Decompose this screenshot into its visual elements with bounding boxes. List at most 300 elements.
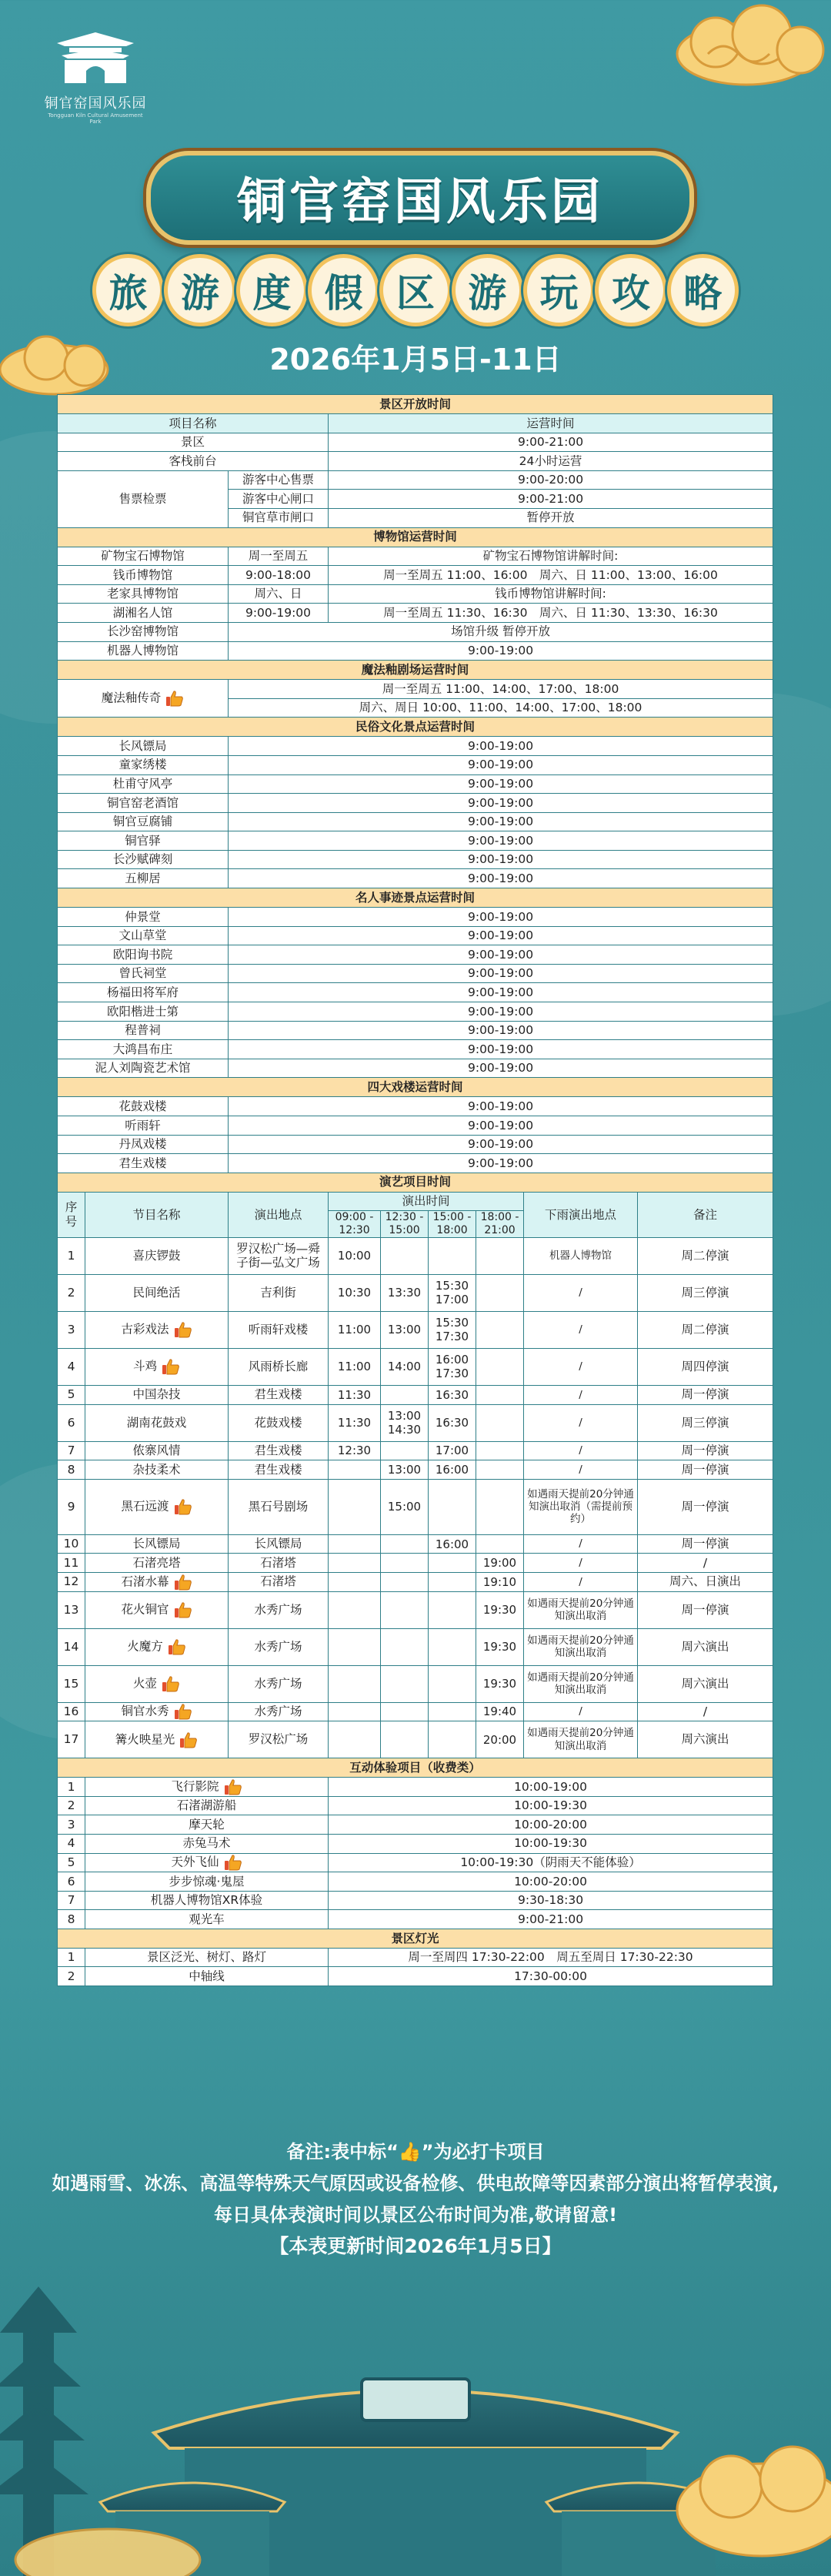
perf-number-text: 15 bbox=[63, 1676, 79, 1691]
perf-rain-place-text: / bbox=[579, 1388, 582, 1401]
table-row bbox=[58, 680, 773, 699]
perf-time bbox=[329, 1721, 381, 1758]
exp-hours-text: 9:00-21:00 bbox=[517, 1912, 584, 1926]
perf-time bbox=[329, 1348, 381, 1385]
perf-note bbox=[638, 1591, 773, 1628]
table-row bbox=[58, 718, 773, 737]
site-name bbox=[58, 1059, 229, 1078]
site-hours bbox=[229, 774, 773, 794]
perf-note-text: 周一停演 bbox=[681, 1462, 729, 1477]
perf-place-text: 水秀广场 bbox=[254, 1676, 302, 1691]
site-hours-text: 9:00-19:00 bbox=[467, 966, 534, 981]
item-name bbox=[229, 470, 329, 490]
perf-name bbox=[85, 1274, 229, 1311]
table-row bbox=[58, 1929, 773, 1948]
light-hours bbox=[329, 1948, 773, 1967]
perf-time bbox=[381, 1721, 429, 1758]
exp-hours bbox=[329, 1872, 773, 1892]
perf-number-text: 6 bbox=[67, 1415, 75, 1430]
table-row bbox=[58, 737, 773, 756]
perf-name-text: 侬寨风情 bbox=[132, 1444, 181, 1458]
thumbs-up-icon bbox=[224, 1854, 242, 1871]
perf-time bbox=[381, 1702, 429, 1721]
perf-note bbox=[638, 1441, 773, 1460]
time-slot-header-text: 15:00 - 18:00 bbox=[432, 1211, 472, 1237]
perf-rain-place bbox=[524, 1237, 638, 1274]
thumbs-up-icon bbox=[174, 1703, 192, 1720]
site-name-text: 铜官驿 bbox=[125, 833, 161, 848]
perf-name-text: 黑石远渡 bbox=[121, 1499, 169, 1514]
site-name-text: 童家绣楼 bbox=[118, 758, 167, 772]
perf-note bbox=[638, 1385, 773, 1404]
perf-number-text: 8 bbox=[67, 1462, 75, 1477]
museum-hours bbox=[229, 622, 773, 641]
column-header-text: 序号 bbox=[65, 1200, 78, 1229]
museum-lecture-text: 周一至周五 11:00、16:00 周六、日 11:00、13:00、16:00 bbox=[383, 567, 718, 582]
site-hours-text: 9:00-19:00 bbox=[467, 985, 534, 999]
perf-place-text: 石渚塔 bbox=[260, 1555, 296, 1570]
exp-hours bbox=[329, 1853, 773, 1872]
exp-name-text: 观光车 bbox=[189, 1912, 225, 1926]
exp-name-text: 摩天轮 bbox=[189, 1817, 225, 1832]
thumbs-up-icon bbox=[162, 1675, 180, 1692]
perf-time bbox=[476, 1591, 524, 1628]
table-row bbox=[58, 983, 773, 1002]
site-hours-text: 9:00-19:00 bbox=[467, 795, 534, 810]
table-row bbox=[58, 755, 773, 774]
exp-name bbox=[85, 1872, 329, 1892]
perf-time bbox=[381, 1274, 429, 1311]
museum-hours-text: 周一至周五 bbox=[248, 549, 309, 564]
site-name bbox=[58, 1002, 229, 1022]
table-row bbox=[58, 831, 773, 851]
site-hours-text: 9:00-19:00 bbox=[467, 815, 534, 829]
perf-place-text: 黑石号剧场 bbox=[248, 1499, 309, 1514]
light-number-text: 2 bbox=[67, 1969, 75, 1983]
perf-rain-place-text: / bbox=[579, 1444, 582, 1457]
museum-hours bbox=[229, 641, 773, 661]
table-row bbox=[58, 1572, 773, 1591]
perf-time bbox=[429, 1721, 476, 1758]
table-row bbox=[58, 547, 773, 566]
table-row bbox=[58, 1237, 773, 1274]
table-row bbox=[58, 622, 773, 641]
perf-time bbox=[429, 1665, 476, 1702]
table-row bbox=[58, 1002, 773, 1022]
site-hours bbox=[229, 983, 773, 1002]
perf-time-text: 16:00 bbox=[435, 1537, 469, 1551]
perf-number-text: 12 bbox=[63, 1574, 79, 1589]
museum-lecture-text: 周一至周五 11:30、16:30 周六、日 11:30、13:30、16:30 bbox=[383, 605, 718, 620]
museum-lecture bbox=[329, 566, 773, 585]
perf-place-text: 罗汉松广场—舜子街—弘文广场 bbox=[236, 1241, 320, 1270]
museum-hours bbox=[229, 584, 329, 604]
exp-number-text: 3 bbox=[67, 1817, 75, 1832]
perf-place bbox=[229, 1311, 329, 1348]
site-hours bbox=[229, 926, 773, 945]
subtitle-char: 旅 bbox=[92, 254, 164, 326]
ticket-label-text: 售票检票 bbox=[118, 491, 167, 506]
perf-time bbox=[429, 1274, 476, 1311]
perf-number-text: 13 bbox=[63, 1602, 79, 1617]
table-row bbox=[58, 945, 773, 965]
table-row bbox=[58, 1815, 773, 1835]
perf-note bbox=[638, 1479, 773, 1534]
perf-place-text: 长风镖局 bbox=[254, 1537, 302, 1551]
exp-hours-text: 9:30-18:30 bbox=[517, 1893, 584, 1908]
perf-number bbox=[58, 1479, 85, 1534]
site-name-text: 五柳居 bbox=[125, 871, 161, 885]
subtitle-char: 玩 bbox=[523, 254, 595, 326]
perf-number bbox=[58, 1274, 85, 1311]
perf-rain-place-text: / bbox=[579, 1537, 582, 1551]
perf-time bbox=[381, 1460, 429, 1480]
time-slot-header bbox=[429, 1211, 476, 1238]
perf-time bbox=[476, 1479, 524, 1534]
perf-note-text: 周六演出 bbox=[681, 1676, 729, 1691]
pagoda-illustration bbox=[0, 2256, 831, 2576]
table-row bbox=[58, 1891, 773, 1910]
column-header bbox=[85, 1192, 229, 1237]
perf-place bbox=[229, 1572, 329, 1591]
perf-place-text: 水秀广场 bbox=[254, 1639, 302, 1654]
perf-time bbox=[429, 1460, 476, 1480]
site-hours-text: 9:00-19:00 bbox=[467, 1099, 534, 1113]
table-row bbox=[58, 1078, 773, 1097]
perf-number bbox=[58, 1665, 85, 1702]
table-row bbox=[58, 1173, 773, 1192]
perf-time bbox=[329, 1311, 381, 1348]
site-name-text: 文山草堂 bbox=[118, 928, 167, 943]
perf-name bbox=[85, 1385, 229, 1404]
site-hours bbox=[229, 908, 773, 927]
thumbs-up-icon bbox=[179, 1731, 198, 1748]
perf-rain-place bbox=[524, 1554, 638, 1573]
perf-name bbox=[85, 1702, 229, 1721]
exp-number-text: 8 bbox=[67, 1912, 75, 1926]
site-hours-text: 9:00-19:00 bbox=[467, 777, 534, 791]
section-title-museum bbox=[58, 527, 773, 547]
exp-hours bbox=[329, 1891, 773, 1910]
perf-time bbox=[381, 1591, 429, 1628]
perf-place bbox=[229, 1385, 329, 1404]
logo-name: 铜官窑国风乐园 bbox=[44, 95, 147, 112]
subtitle-char: 区 bbox=[379, 254, 451, 326]
table-row bbox=[58, 1274, 773, 1311]
table-row bbox=[58, 869, 773, 888]
exp-number bbox=[58, 1872, 85, 1892]
exp-hours bbox=[329, 1834, 773, 1853]
perf-time-text: 11:00 bbox=[337, 1323, 372, 1337]
perf-time-text: 13:00 14:30 bbox=[387, 1409, 422, 1437]
perf-note bbox=[638, 1628, 773, 1665]
site-name bbox=[58, 869, 229, 888]
exp-name-text: 赤兔马术 bbox=[182, 1836, 231, 1851]
thumbs-up-icon bbox=[174, 1574, 192, 1591]
perf-name-text: 石渚水幕 bbox=[121, 1574, 169, 1589]
site-name bbox=[58, 755, 229, 774]
perf-name bbox=[85, 1591, 229, 1628]
perf-time bbox=[381, 1385, 429, 1404]
column-header bbox=[58, 414, 329, 433]
perf-number bbox=[58, 1554, 85, 1573]
perf-time bbox=[381, 1311, 429, 1348]
table-row bbox=[58, 641, 773, 661]
museum-name-text: 湖湘名人馆 bbox=[112, 605, 173, 620]
table-row bbox=[58, 1721, 773, 1758]
perf-time-text: 19:30 bbox=[482, 1603, 517, 1618]
perf-note bbox=[638, 1237, 773, 1274]
perf-name-text: 中国杂技 bbox=[132, 1387, 181, 1402]
exp-hours-text: 10:00-19:30（阴雨天不能体验） bbox=[460, 1855, 641, 1869]
exp-name bbox=[85, 1891, 329, 1910]
perf-note-text: / bbox=[703, 1555, 708, 1570]
perf-rain-place bbox=[524, 1702, 638, 1721]
museum-lecture bbox=[329, 584, 773, 604]
table-row bbox=[58, 452, 773, 471]
site-name-text: 杨福田将军府 bbox=[106, 985, 179, 999]
show-name-text: 魔法釉传奇 bbox=[101, 691, 162, 705]
site-name-text: 泥人刘陶瓷艺术馆 bbox=[95, 1061, 191, 1076]
section-title-magic-text: 魔法釉剧场运营时间 bbox=[361, 662, 469, 677]
perf-note-text: 周一停演 bbox=[681, 1537, 729, 1551]
perf-rain-place bbox=[524, 1591, 638, 1628]
perf-place-text: 罗汉松广场 bbox=[248, 1732, 309, 1747]
perf-number-text: 4 bbox=[67, 1360, 75, 1374]
perf-time-text: 14:00 bbox=[387, 1360, 422, 1374]
site-name bbox=[58, 774, 229, 794]
section-title-performance bbox=[58, 1173, 773, 1192]
museum-lecture-text: 钱币博物馆讲解时间: bbox=[495, 587, 606, 601]
show-times-text: 周六、周日 10:00、11:00、14:00、17:00、18:00 bbox=[359, 701, 642, 715]
item-name-text: 景区 bbox=[180, 435, 205, 450]
table-row bbox=[58, 661, 773, 680]
item-hours-text: 9:00-20:00 bbox=[517, 473, 584, 487]
perf-name bbox=[85, 1628, 229, 1665]
museum-hours-text: 9:00-19:00 bbox=[245, 605, 312, 620]
museum-hours-text: 周六、日 bbox=[254, 587, 302, 601]
exp-name-text: 石渚湖游船 bbox=[176, 1798, 237, 1813]
time-slot-header bbox=[329, 1211, 381, 1238]
perf-place bbox=[229, 1404, 329, 1441]
perf-note-text: 周一停演 bbox=[681, 1444, 729, 1458]
site-hours-text: 9:00-19:00 bbox=[467, 1156, 534, 1170]
perf-note bbox=[638, 1572, 773, 1591]
museum-lecture bbox=[329, 604, 773, 623]
perf-place-text: 吉利街 bbox=[260, 1286, 296, 1300]
exp-number bbox=[58, 1910, 85, 1929]
site-hours bbox=[229, 1116, 773, 1136]
perf-number-text: 2 bbox=[67, 1286, 75, 1300]
perf-place-text: 水秀广场 bbox=[254, 1602, 302, 1617]
site-hours bbox=[229, 1021, 773, 1040]
site-name bbox=[58, 983, 229, 1002]
table-row bbox=[58, 908, 773, 927]
site-hours bbox=[229, 831, 773, 851]
table-row bbox=[58, 1040, 773, 1059]
exp-hours bbox=[329, 1815, 773, 1835]
item-hours-text: 24小时运营 bbox=[519, 453, 582, 468]
site-name-text: 花鼓戏楼 bbox=[118, 1099, 167, 1113]
perf-time-text: 12:30 bbox=[337, 1444, 372, 1458]
perf-rain-place bbox=[524, 1441, 638, 1460]
light-name bbox=[85, 1948, 329, 1967]
perf-note-text: 周一停演 bbox=[681, 1499, 729, 1514]
subtitle-char: 攻 bbox=[595, 254, 666, 326]
section-title-magic bbox=[58, 661, 773, 680]
site-name-text: 丹凤戏楼 bbox=[118, 1137, 167, 1152]
perf-number bbox=[58, 1534, 85, 1554]
table-row bbox=[58, 433, 773, 452]
perf-rain-place bbox=[524, 1311, 638, 1348]
light-number-text: 1 bbox=[67, 1950, 75, 1965]
perf-rain-place bbox=[524, 1460, 638, 1480]
exp-hours-text: 10:00-19:30 bbox=[514, 1836, 587, 1851]
perf-time bbox=[381, 1665, 429, 1702]
perf-time bbox=[429, 1554, 476, 1573]
exp-hours bbox=[329, 1910, 773, 1929]
thumbs-up-icon bbox=[162, 1358, 180, 1375]
perf-rain-place-text: 如遇雨天提前20分钟通知演出取消 bbox=[527, 1597, 634, 1623]
perf-rain-place-text: / bbox=[579, 1705, 582, 1718]
perf-time-text: 16:00 17:30 bbox=[435, 1353, 469, 1381]
section-title-opera bbox=[58, 1078, 773, 1097]
perf-name bbox=[85, 1721, 229, 1758]
perf-time-text: 11:30 bbox=[337, 1387, 372, 1402]
table-row bbox=[58, 812, 773, 831]
perf-time-text: 19:10 bbox=[482, 1574, 517, 1589]
item-name-text: 游客中心闸口 bbox=[242, 491, 314, 506]
perf-time bbox=[429, 1348, 476, 1385]
exp-number bbox=[58, 1891, 85, 1910]
table-row bbox=[58, 1441, 773, 1460]
perf-time bbox=[429, 1534, 476, 1554]
table-row bbox=[58, 1479, 773, 1534]
site-name bbox=[58, 1097, 229, 1116]
section-title-experience-text: 互动体验项目（收费类） bbox=[349, 1760, 481, 1775]
title-plaque bbox=[146, 151, 694, 245]
section-title-opera-text: 四大戏楼运营时间 bbox=[367, 1080, 463, 1095]
perf-time-text: 13:00 bbox=[387, 1462, 422, 1477]
table-row bbox=[58, 1834, 773, 1853]
perf-place bbox=[229, 1591, 329, 1628]
notes bbox=[0, 2136, 831, 2259]
table-row bbox=[58, 1059, 773, 1078]
column-header-text: 下雨演出地点 bbox=[544, 1207, 616, 1222]
perf-rain-place-text: 如遇雨天提前20分钟通知演出取消 bbox=[527, 1634, 634, 1660]
museum-lecture bbox=[329, 547, 773, 566]
museum-name-text: 钱币博物馆 bbox=[112, 567, 173, 582]
museum-name-text: 长沙窑博物馆 bbox=[106, 624, 179, 639]
site-name-text: 大鸿昌布庄 bbox=[112, 1042, 173, 1056]
site-name bbox=[58, 945, 229, 965]
section-title-open-text: 景区开放时间 bbox=[379, 396, 452, 411]
perf-number bbox=[58, 1311, 85, 1348]
site-hours bbox=[229, 755, 773, 774]
perf-time bbox=[429, 1628, 476, 1665]
light-name bbox=[85, 1967, 329, 1986]
perf-number bbox=[58, 1441, 85, 1460]
exp-number-text: 6 bbox=[67, 1874, 75, 1889]
museum-hours-text: 9:00-18:00 bbox=[245, 567, 312, 582]
table-row bbox=[58, 1021, 773, 1040]
perf-time bbox=[329, 1534, 381, 1554]
exp-name bbox=[85, 1815, 329, 1835]
perf-time bbox=[429, 1702, 476, 1721]
thumbs-up-icon bbox=[224, 1778, 242, 1795]
perf-time-text: 16:30 bbox=[435, 1416, 469, 1430]
column-header bbox=[329, 1192, 524, 1211]
column-header-text: 项目名称 bbox=[169, 416, 217, 430]
schedule-table bbox=[57, 394, 773, 1986]
show-name bbox=[58, 680, 229, 718]
logo-subtitle: Tongguan Kiln Cultural Amusement Park bbox=[48, 112, 143, 125]
perf-number-text: 5 bbox=[67, 1387, 75, 1402]
section-title-performance-text: 演艺项目时间 bbox=[379, 1175, 452, 1189]
perf-rain-place bbox=[524, 1534, 638, 1554]
perf-note-text: 周六演出 bbox=[681, 1639, 729, 1654]
table-row bbox=[58, 584, 773, 604]
perf-time bbox=[476, 1441, 524, 1460]
site-name-text: 杜甫守风亭 bbox=[112, 777, 173, 791]
table-row bbox=[58, 1665, 773, 1702]
perf-place bbox=[229, 1665, 329, 1702]
time-slot-header-text: 12:30 - 15:00 bbox=[385, 1211, 424, 1237]
exp-hours bbox=[329, 1796, 773, 1815]
perf-rain-place-text: / bbox=[579, 1575, 582, 1588]
perf-rain-place-text: / bbox=[579, 1557, 582, 1570]
light-name-text: 中轴线 bbox=[189, 1969, 225, 1983]
light-number bbox=[58, 1967, 85, 1986]
perf-number bbox=[58, 1628, 85, 1665]
site-name-text: 铜官窑老酒馆 bbox=[106, 795, 179, 810]
perf-rain-place-text: / bbox=[579, 1323, 582, 1337]
perf-number bbox=[58, 1460, 85, 1480]
perf-time bbox=[329, 1628, 381, 1665]
museum-name bbox=[58, 604, 229, 623]
perf-note bbox=[638, 1554, 773, 1573]
perf-note-text: 周四停演 bbox=[681, 1360, 729, 1374]
perf-note bbox=[638, 1721, 773, 1758]
perf-time bbox=[429, 1591, 476, 1628]
site-name-text: 长风镖局 bbox=[118, 738, 167, 753]
site-hours bbox=[229, 1154, 773, 1173]
light-hours-text: 17:30-00:00 bbox=[514, 1969, 587, 1983]
site-hours bbox=[229, 1002, 773, 1022]
table-row bbox=[58, 1758, 773, 1778]
museum-name bbox=[58, 622, 229, 641]
table-row bbox=[58, 1404, 773, 1441]
ticket-label bbox=[58, 470, 229, 527]
site-name-text: 程普祠 bbox=[125, 1023, 161, 1038]
subtitle-char: 略 bbox=[667, 254, 739, 326]
show-times-text: 周一至周五 11:00、14:00、17:00、18:00 bbox=[382, 681, 619, 696]
perf-time bbox=[429, 1311, 476, 1348]
site-hours-text: 9:00-19:00 bbox=[467, 1004, 534, 1019]
perf-time-text: 15:30 17:00 bbox=[435, 1279, 469, 1307]
table-row bbox=[58, 470, 773, 490]
site-hours bbox=[229, 945, 773, 965]
site-name-text: 仲景堂 bbox=[125, 909, 161, 924]
light-name-text: 景区泛光、树灯、路灯 bbox=[146, 1950, 266, 1965]
site-name-text: 听雨轩 bbox=[125, 1118, 161, 1132]
show-times bbox=[229, 698, 773, 718]
column-header bbox=[229, 1192, 329, 1237]
perf-number bbox=[58, 1591, 85, 1628]
perf-place bbox=[229, 1628, 329, 1665]
perf-name-text: 铜官水秀 bbox=[121, 1704, 169, 1718]
table-row bbox=[58, 1348, 773, 1385]
